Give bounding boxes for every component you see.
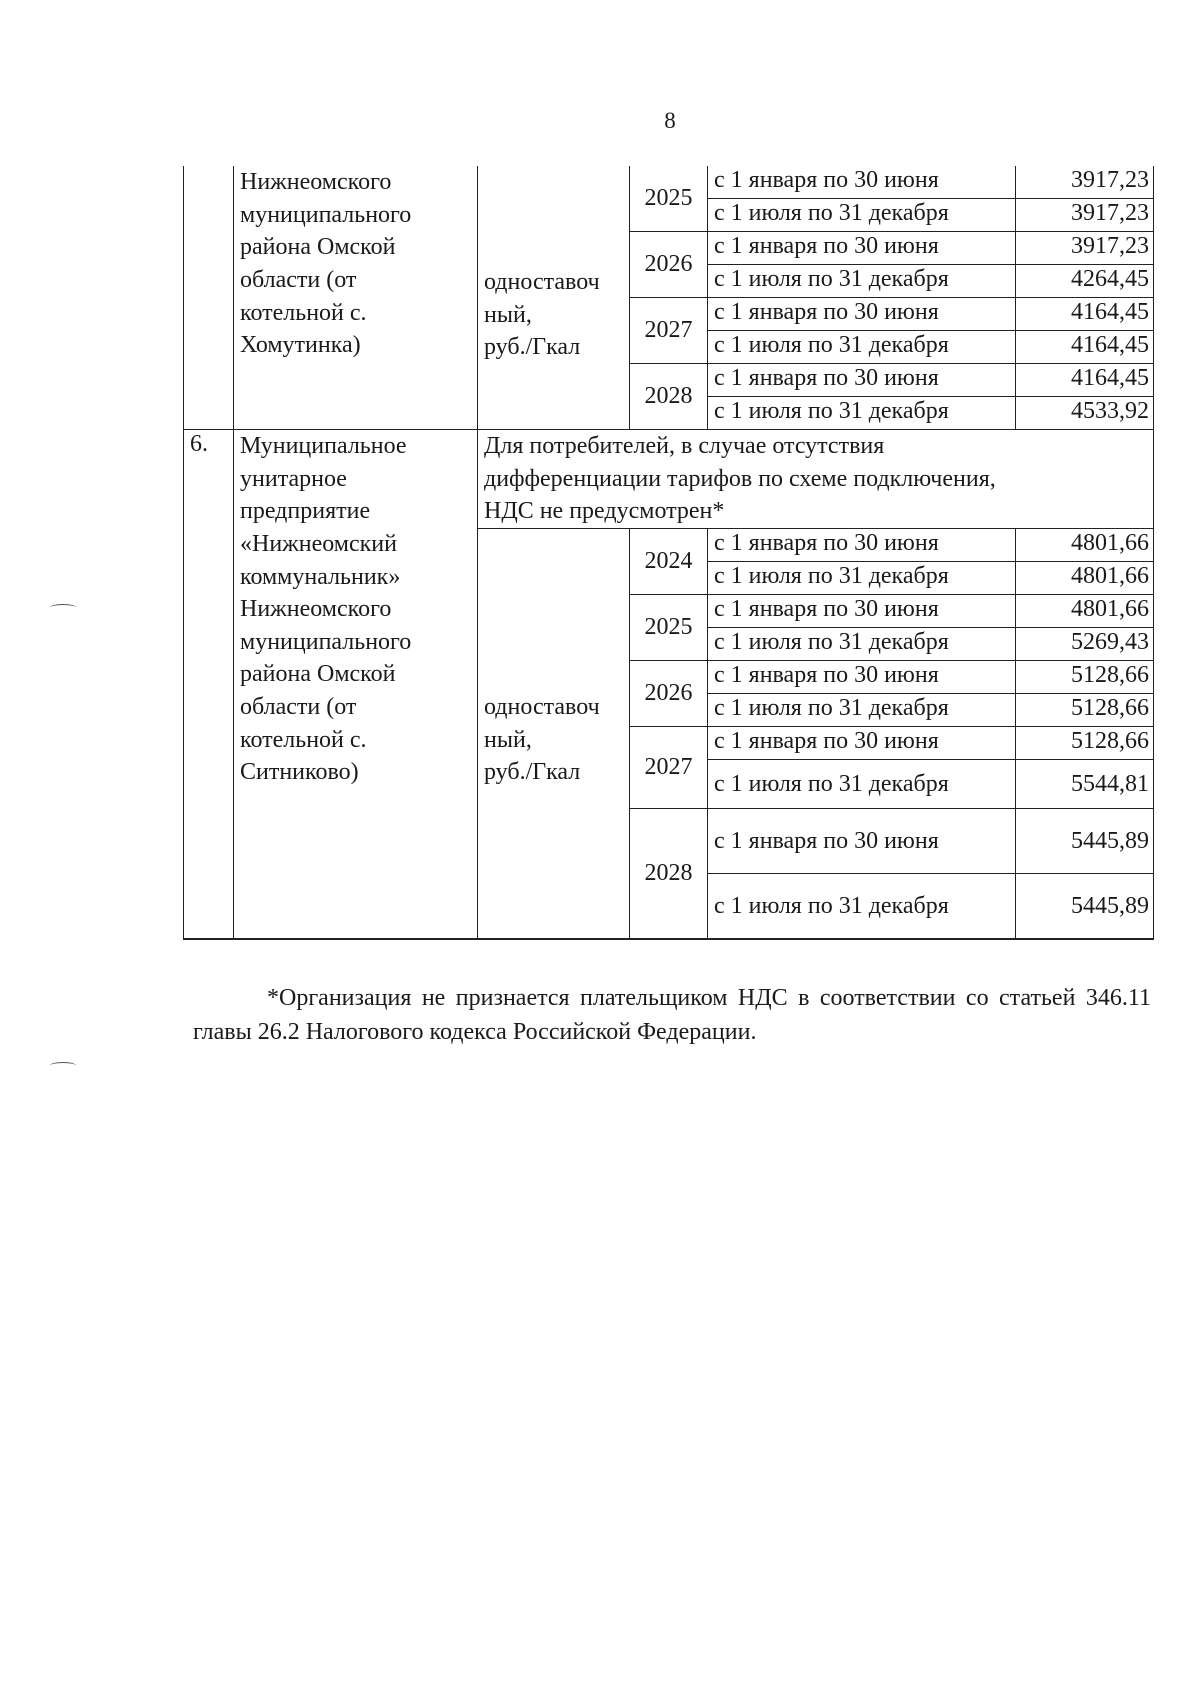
period-cell: с 1 июля по 31 декабря [708,627,1016,660]
organization-name-cell [234,166,478,430]
tariff-unit-line: одноставоч [484,693,600,720]
tariff-value-cell: 4801,66 [1016,528,1154,561]
organization-name-line: района Омской [240,234,396,261]
organization-name-line: предприятие [240,498,371,525]
organization-name-line: Муниципальное [240,433,407,459]
organization-name-line: «Нижнеомский [240,530,397,557]
period-cell: с 1 января по 30 июня [708,298,1016,331]
year-cell: 2024 [630,528,708,594]
period-cell: с 1 июля по 31 декабря [708,397,1016,430]
tariff-unit-cell [478,166,630,430]
consumer-note-cell [478,430,1154,529]
table-row [184,430,1154,529]
organization-name-line: области (от [240,266,357,293]
period-cell: с 1 июля по 31 декабря [708,199,1016,232]
tariff-value-cell: 4164,45 [1016,331,1154,364]
period-cell: с 1 января по 30 июня [708,166,1016,199]
period-cell: с 1 января по 30 июня [708,726,1016,759]
tariff-unit-line: ный, [484,726,532,753]
period-cell: с 1 января по 30 июня [708,594,1016,627]
period-cell: с 1 января по 30 июня [708,232,1016,265]
organization-name-line: области (от [240,694,357,720]
tariff-value-cell: 3917,23 [1016,166,1154,199]
period-cell: с 1 января по 30 июня [708,364,1016,397]
table-row [184,166,1154,199]
organization-name-line: котельной с. [240,726,367,753]
tariff-unit-line: руб./Гкал [484,334,581,361]
period-cell: с 1 июля по 31 декабря [708,759,1016,808]
tariff-table [183,166,1154,940]
period-cell: с 1 июля по 31 декабря [708,265,1016,298]
consumer-note-line: Для потребителей, в случае отсутствия [484,433,885,459]
organization-name-line: коммунальник» [240,563,401,590]
tariff-value-cell: 4801,66 [1016,561,1154,594]
year-cell: 2028 [630,808,708,939]
year-cell: 2026 [630,660,708,726]
organization-name-line: муниципального [240,201,412,228]
tariff-value-cell: 3917,23 [1016,199,1154,232]
tariff-value-cell: 4264,45 [1016,265,1154,298]
year-cell: 2026 [630,232,708,298]
organization-name-line: унитарное [240,465,347,492]
tariff-value-cell: 5269,43 [1016,627,1154,660]
tariff-value-cell: 5128,66 [1016,660,1154,693]
period-cell: с 1 июля по 31 декабря [708,561,1016,594]
period-cell: с 1 января по 30 июня [708,528,1016,561]
organization-name-line: Ситниково) [240,759,359,786]
tariff-value-cell: 5544,81 [1016,759,1154,808]
period-cell: с 1 июля по 31 декабря [708,331,1016,364]
year-cell: 2027 [630,726,708,808]
row-number-cell [184,166,234,430]
tariff-unit-line: ный, [484,301,532,328]
consumer-note-line: НДС не предусмотрен* [484,498,725,525]
period-cell: с 1 июля по 31 декабря [708,693,1016,726]
tariff-value-cell: 5445,89 [1016,808,1154,873]
year-cell: 2027 [630,298,708,364]
page-number: 8 [664,108,676,133]
organization-name-line: Нижнеомского [240,169,392,195]
row-number-cell: 6. [184,430,234,939]
organization-name-line: Нижнеомского [240,596,392,623]
tariff-value-cell: 4164,45 [1016,364,1154,397]
tariff-value-cell: 4164,45 [1016,298,1154,331]
period-cell: с 1 июля по 31 декабря [708,873,1016,939]
tariff-value-cell: 4801,66 [1016,594,1154,627]
tariff-value-cell: 3917,23 [1016,232,1154,265]
scan-artifact [50,604,76,611]
tariff-value-cell: 5445,89 [1016,873,1154,939]
tariff-unit-line: руб./Гкал [484,759,581,786]
tariff-unit-line: одноставоч [484,269,600,295]
organization-name-line: Хомутинка) [240,332,361,359]
organization-name-line: района Омской [240,661,396,688]
scan-artifact [50,1062,76,1069]
organization-name-line: муниципального [240,628,412,655]
footnote: *Организация не признается плательщиком НДС в соответствии со статьей 346.11 главы 26.2 Налогового кодекса Российской Федерации. [193,985,1151,1045]
period-cell: с 1 января по 30 июня [708,660,1016,693]
year-cell: 2025 [630,166,708,232]
year-cell: 2025 [630,594,708,660]
tariff-value-cell: 5128,66 [1016,693,1154,726]
tariff-unit-cell [478,528,630,939]
period-cell: с 1 января по 30 июня [708,808,1016,873]
year-cell: 2028 [630,364,708,430]
organization-name-cell [234,430,478,939]
tariff-value-cell: 4533,92 [1016,397,1154,430]
organization-name-line: котельной с. [240,299,367,326]
tariff-value-cell: 5128,66 [1016,726,1154,759]
consumer-note-line: дифференциации тарифов по схеме подключения, [484,465,996,492]
